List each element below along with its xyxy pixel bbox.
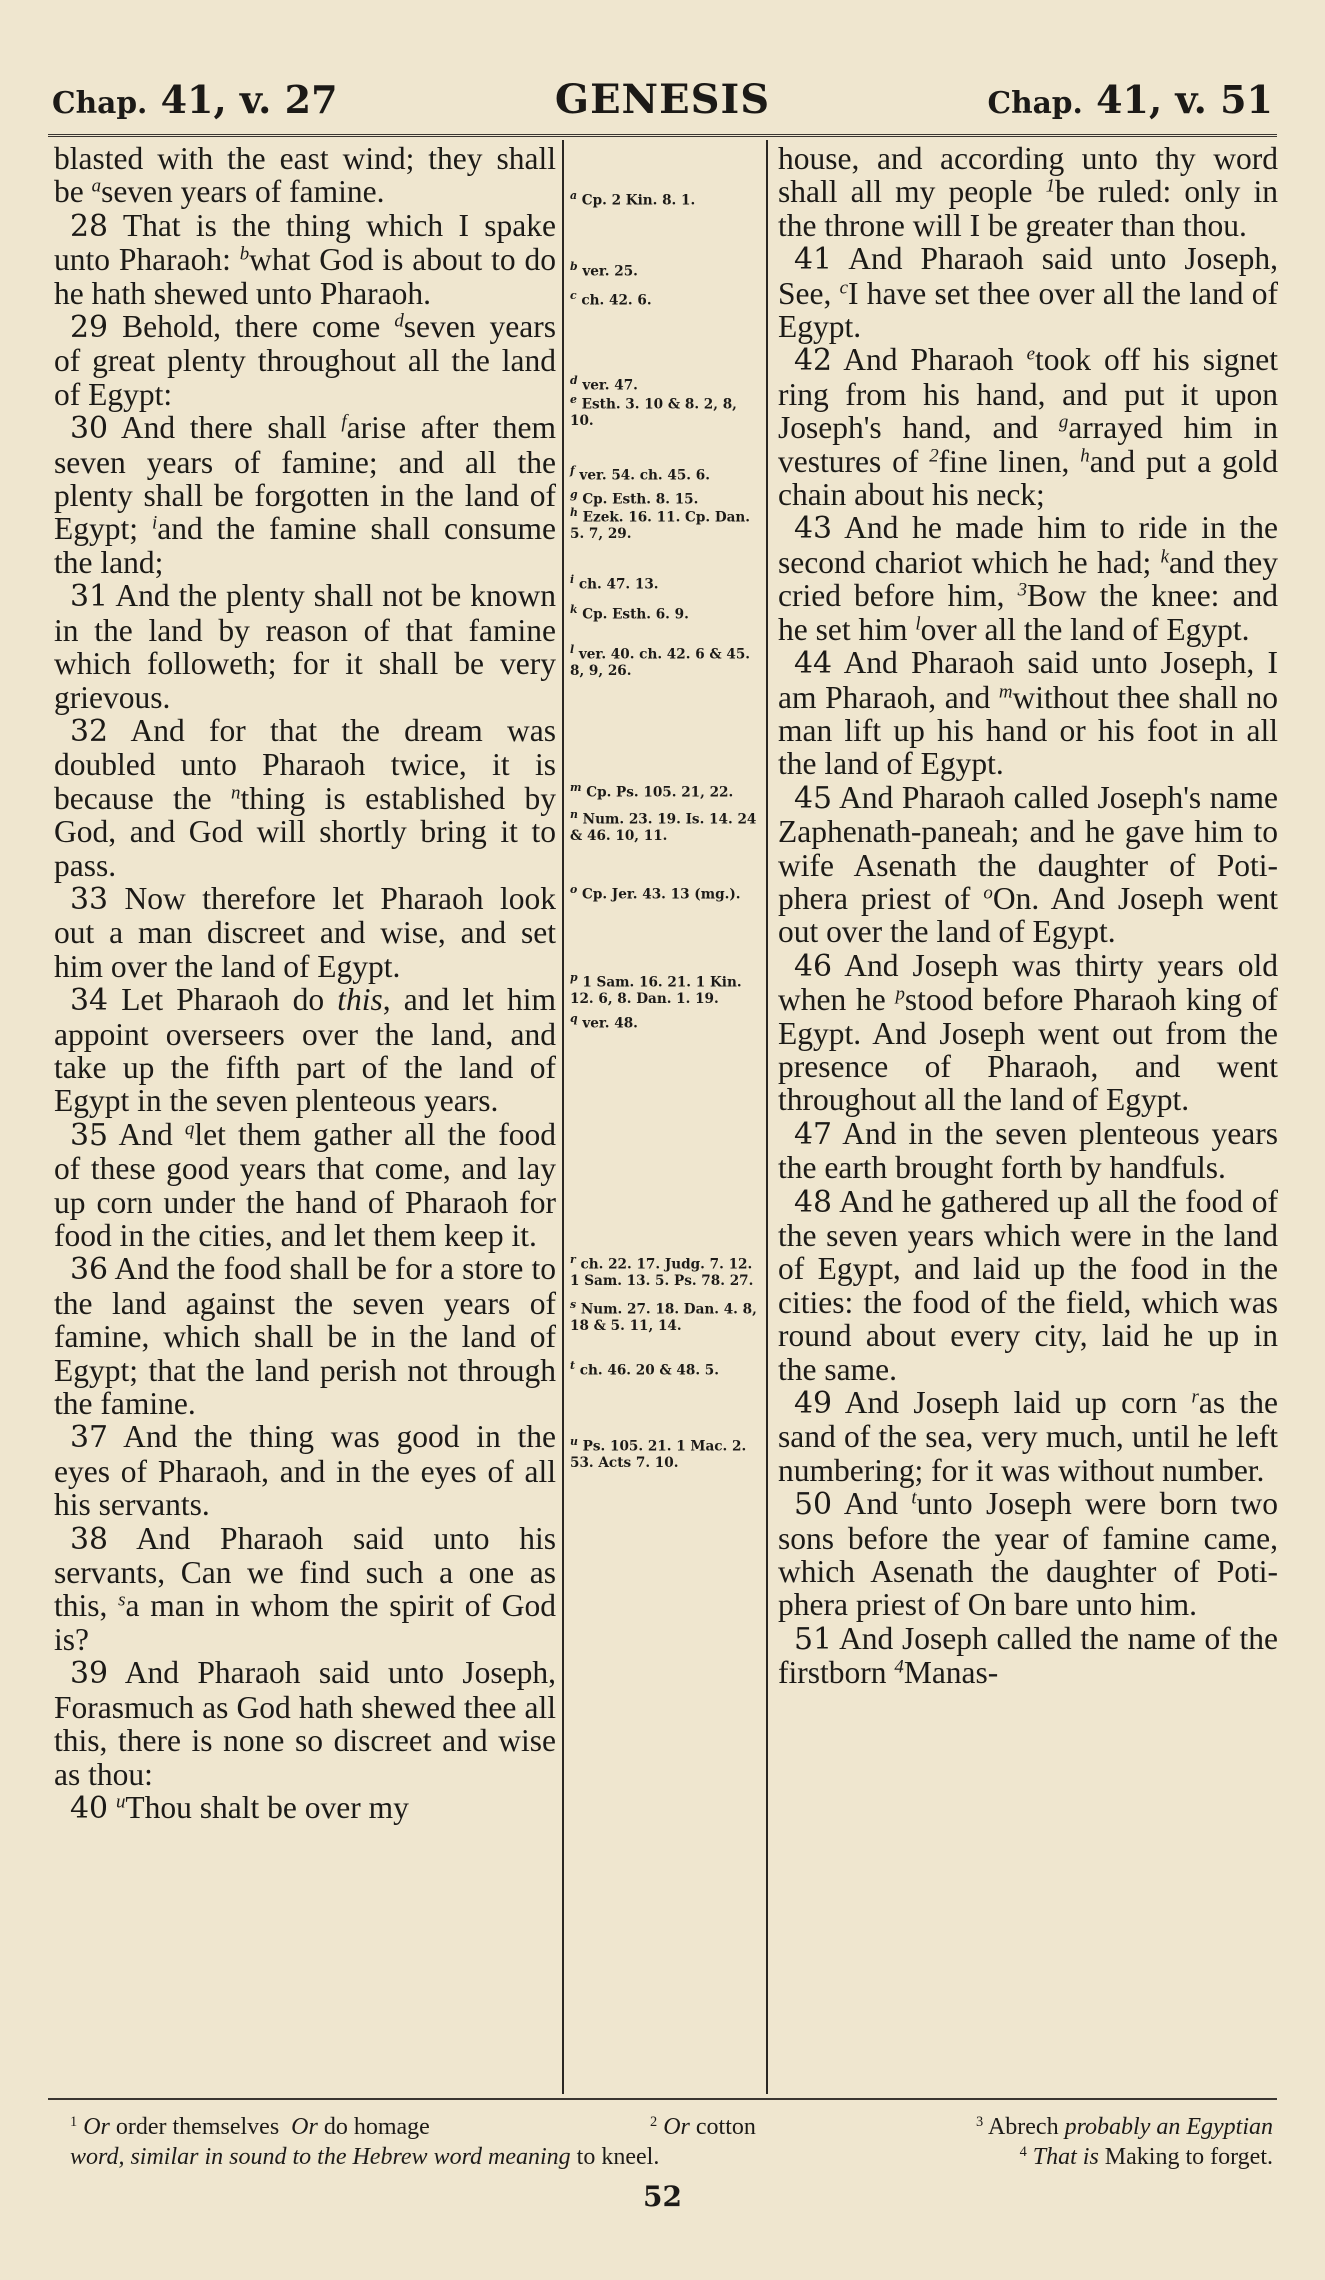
verse-number: 51	[794, 1621, 833, 1657]
cross-reference-text: ver. 48.	[582, 1015, 638, 1032]
footnote-3-continued	[70, 2142, 659, 2172]
cross-reference-r	[570, 1252, 760, 1289]
verse-text: And the food shall be for a store to the land against the seven years of famine, which shall be in the land of Egypt; that the land perish not through the famine.	[54, 1251, 556, 1422]
cross-reference-text: ver. 54. ch. 45. 6.	[579, 467, 710, 484]
header-left-label: Chap.	[52, 85, 148, 120]
cross-reference-text: ch. 22. 17. Judg. 7. 12. 1 Sam. 13. 5. Ps. 78. 27.	[570, 1256, 754, 1289]
verse-text: Behold, there come $^d$seven years of great plenty throughout all the land of Egypt:	[54, 309, 556, 412]
left-text-column	[54, 142, 556, 2092]
verse-number: 48	[794, 1184, 833, 1220]
cross-reference-o	[570, 882, 760, 903]
verse-number: 33	[70, 881, 109, 917]
footnote-3-marker: 3	[976, 2114, 984, 2131]
right-verse-51	[778, 1622, 1278, 1690]
cross-reference-text: 1 Sam. 16. 21. 1 Kin. 12. 6, 8. Dan. 1. 19.	[570, 974, 742, 1007]
footnote-3-text-a: Abrech	[987, 2114, 1059, 2140]
verse-text: $^u$Thou shalt be over my	[115, 1789, 409, 1825]
footnote-1-text-a: order themselves	[115, 2114, 280, 2140]
cross-reference-letter: k	[570, 603, 578, 616]
cross-reference-letter: i	[570, 573, 575, 586]
left-verse-32	[54, 714, 556, 882]
cross-reference-s	[570, 1297, 760, 1334]
left-verse-28	[54, 209, 556, 310]
left-verse-31	[54, 579, 556, 714]
cross-reference-letter: l	[570, 643, 575, 656]
verse-text: And there shall $^f$arise after them seven years of famine; and all the plenty shall be forgotten in the land of Egypt; $^i$and the famine shall consume the land;	[54, 410, 556, 580]
cross-reference-l	[570, 642, 760, 679]
footnote-row-2	[70, 2142, 1273, 2172]
cross-reference-text: Num. 27. 18. Dan. 4. 8, 18 & 5. 11, 14.	[570, 1301, 757, 1334]
footnote-2-marker: 2	[650, 2114, 658, 2131]
verse-number: 39	[70, 1656, 109, 1692]
verse-number: 43	[794, 511, 833, 547]
verse-number: 35	[70, 1117, 109, 1153]
footnote-3-line2-text: to kneel.	[576, 2144, 660, 2170]
left-verse-33	[54, 882, 556, 983]
cross-reference-text: ver. 47.	[582, 377, 638, 394]
cross-reference-letter: e	[570, 393, 577, 406]
verse-text: And Pharaoh said unto Joseph, Forasmuch as God hath shewed thee all this, there is none so discreet and wise as thou:	[54, 1655, 556, 1792]
footnote-3	[976, 2112, 1273, 2142]
cross-reference-text: Esth. 3. 10 & 8. 2, 8, 10.	[570, 396, 737, 429]
left-verse-40	[54, 1791, 556, 1825]
verse-number: 44	[794, 646, 833, 682]
cross-reference-letter: r	[570, 1253, 576, 1266]
cross-reference-letter: t	[570, 1359, 576, 1372]
column-divider-right	[766, 140, 768, 2094]
left-verse-36	[54, 1252, 556, 1420]
footnote-4	[1020, 2142, 1273, 2172]
right-verse-41	[778, 242, 1278, 343]
cross-reference-i	[570, 572, 760, 593]
right-verse-44	[778, 646, 1278, 781]
verse-text: And Pharaoh said unto Joseph, See, $^c$I have set thee over all the land of Egypt.	[778, 241, 1278, 345]
footnote-2-text: cotton	[695, 2114, 756, 2140]
verse-text: And in the seven plenteous years the earth brought forth by handfuls.	[778, 1115, 1278, 1186]
verse-text: And Joseph laid up corn $^r$as the sand of the sea, very much, until he left numbering; for it was without number.	[778, 1385, 1278, 1488]
cross-reference-t	[570, 1358, 760, 1379]
verse-number: 29	[70, 310, 109, 346]
cross-reference-n	[570, 807, 760, 844]
verse-number: 41	[794, 242, 833, 278]
verse-text: And Joseph called the name of the firstborn $^4$Manas-	[778, 1620, 1278, 1691]
cross-reference-text: ch. 42. 6.	[581, 292, 652, 309]
right-verse-50	[778, 1487, 1278, 1622]
footnote-1-text-b: do homage	[323, 2114, 430, 2140]
cross-reference-letter: a	[570, 189, 578, 202]
page-number: 52	[643, 2180, 682, 2213]
cross-reference-text: ver. 25.	[582, 263, 638, 280]
cross-reference-k	[570, 602, 760, 623]
footnotes	[70, 2112, 1273, 2172]
cross-reference-text: Cp. Esth. 6. 9.	[582, 606, 689, 623]
verse-number: 32	[70, 713, 109, 749]
footnote-1-marker: 1	[70, 2114, 78, 2131]
right-verse-47	[778, 1117, 1278, 1185]
verse-text: And Pharaoh said unto Joseph, I am Pharaoh, and $^m$without thee shall no man lift up his hand or his foot in all the land of Egypt.	[778, 645, 1278, 782]
verse-number: 28	[70, 208, 109, 244]
verse-text: And Joseph was thirty years old when he $^p$stood before Pharaoh king of Egypt. And Joseph went out from the presence of Pharaoh, and went throughout all the land of Egypt.	[778, 947, 1278, 1118]
verse-text: And $^t$unto Joseph were born two sons before the year of famine came, which Asenath the daughter of Poti-phera priest of On bare unto him.	[778, 1486, 1278, 1623]
cross-reference-f	[570, 463, 760, 484]
header-right-label: Chap.	[987, 85, 1083, 120]
header-left-ref: 41, v. 27	[160, 77, 338, 122]
footnote-1	[70, 2112, 430, 2142]
running-header	[52, 70, 1273, 130]
right-verse-46	[778, 949, 1278, 1117]
verse-number: 30	[70, 411, 109, 447]
cross-reference-p	[570, 970, 760, 1007]
footnote-1-or-a: Or	[83, 2114, 110, 2140]
left-verse-34	[54, 983, 556, 1118]
cross-reference-column	[566, 142, 760, 2092]
verse-text: And the plenty shall not be known in the land by reason of that famine which followeth; for it shall be very grievous.	[54, 578, 556, 715]
cross-reference-text: Num. 23. 19. Is. 14. 24 & 46. 10, 11.	[570, 811, 757, 844]
verse-number: 49	[794, 1386, 833, 1422]
footnote-1-or-b: Or	[291, 2114, 318, 2140]
left-verse-37	[54, 1420, 556, 1521]
footnote-2	[650, 2112, 756, 2142]
right-verse-45	[778, 781, 1278, 949]
cross-reference-letter: d	[570, 374, 578, 387]
verse-number: 34	[70, 983, 109, 1019]
cross-reference-text: ch. 47. 13.	[578, 576, 659, 593]
right-verse-48	[778, 1185, 1278, 1386]
cross-reference-text: Ezek. 16. 11. Cp. Dan. 5. 7, 29.	[570, 509, 751, 542]
cross-reference-letter: b	[570, 260, 578, 273]
verse-number: 38	[70, 1521, 109, 1557]
footnote-4-marker: 4	[1019, 2144, 1027, 2161]
right-verse-42	[778, 343, 1278, 511]
footnote-3-line2-italic: word, similar in sound to the Hebrew word meaning	[70, 2144, 571, 2170]
cross-reference-q	[570, 1011, 760, 1032]
left-verse-30	[54, 411, 556, 579]
footnote-4-italic: That is	[1032, 2144, 1099, 2170]
cross-reference-text: ver. 40. ch. 42. 6 & 45. 8, 9, 26.	[570, 646, 751, 679]
cross-reference-u	[570, 1434, 760, 1471]
cross-reference-e	[570, 392, 760, 429]
cross-reference-text: ch. 46. 20 & 48. 5.	[579, 1362, 720, 1379]
cross-reference-letter: f	[570, 464, 575, 477]
column-divider-left	[562, 140, 564, 2094]
cross-reference-text: Ps. 105. 21. 1 Mac. 2. 53. Acts 7. 10.	[570, 1438, 747, 1471]
left-verse-35	[54, 1118, 556, 1253]
verse-number: 47	[794, 1116, 833, 1152]
verse-text: That is the thing which I spake unto Pharaoh: $^b$what God is about to do he hath shewed unto Pharaoh.	[54, 207, 556, 311]
cross-reference-text: Cp. Ps. 105. 21, 22.	[586, 784, 734, 801]
verse-number: 31	[70, 579, 109, 615]
cross-reference-letter: q	[570, 1012, 578, 1025]
verse-text: And he gathered up all the food of the seven years which were in the land of Egypt, and laid up the food in the cities: the food of the field, which was round about every city, laid he up in the same.	[778, 1183, 1278, 1387]
left-verse-29	[54, 310, 556, 411]
header-right-chapter	[987, 70, 1273, 133]
left-verse-38	[54, 1522, 556, 1657]
left-verse-continued	[54, 142, 556, 209]
cross-reference-letter: m	[570, 781, 582, 794]
cross-reference-letter: h	[570, 506, 578, 519]
header-rule	[48, 134, 1277, 137]
cross-reference-letter: o	[570, 883, 578, 896]
verse-number: 40	[70, 1790, 109, 1826]
right-verse-43	[778, 511, 1278, 646]
cross-reference-letter: s	[570, 1298, 577, 1311]
verse-text: And for that the dream was doubled unto Pharaoh twice, it is because the $^n$thing is established by God, and God will shortly bring it to pass.	[54, 712, 556, 883]
cross-reference-letter: p	[570, 971, 578, 984]
verse-number: 36	[70, 1252, 109, 1288]
verse-text: And Pharaoh called Joseph's name Zaphenath-paneah; and he gave him to wife Asenath the daughter of Poti-phera priest of $^o$On. And Joseph went out over the land of Egypt.	[778, 779, 1278, 950]
verse-text: Now therefore let Pharaoh look out a man discreet and wise, and set him over the land of Egypt.	[54, 880, 556, 984]
footnote-row-1	[70, 2112, 1273, 2142]
verse-text: Let Pharaoh do this, and let him appoint overseers over the land, and take up the fifth part of the land of Egypt in the seven plenteous years.	[54, 982, 556, 1119]
right-text-column	[778, 142, 1278, 2092]
cross-reference-text: Cp. Jer. 43. 13 (mg.).	[582, 886, 741, 903]
footnote-3-text-b: probably an Egyptian	[1064, 2114, 1273, 2140]
right-verse-continued	[778, 142, 1278, 242]
cross-reference-letter: n	[570, 808, 578, 821]
verse-number: 46	[794, 948, 833, 984]
verse-number: 42	[794, 343, 833, 379]
cross-reference-a	[570, 188, 760, 209]
verse-text: house, and according unto thy word shall all my people $^1$be ruled: only in the throne will I be greater than thou.	[778, 142, 1278, 243]
verse-number: 50	[794, 1487, 833, 1523]
verse-text: And he made him to ride in the second chariot which he had; $^k$and they cried before him, $^3$Bow the knee: and he set him $^l$over all the land of Egypt.	[778, 510, 1278, 647]
verse-text: And Pharaoh said unto his servants, Can we find such a one as this, $^s$a man in whom the spirit of God is?	[54, 1520, 556, 1657]
cross-reference-text: Cp. Esth. 8. 15.	[582, 491, 699, 508]
right-verse-49	[778, 1386, 1278, 1487]
footnote-4-text: Making to forget.	[1104, 2144, 1273, 2170]
cross-reference-c	[570, 288, 760, 309]
cross-reference-letter: u	[570, 1435, 578, 1448]
verse-number: 45	[794, 780, 833, 816]
cross-reference-b	[570, 259, 760, 280]
verse-number: 37	[70, 1420, 109, 1456]
cross-reference-d	[570, 373, 760, 394]
verse-text: blasted with the east wind; they shall be $^a$seven years of famine.	[54, 142, 556, 210]
cross-reference-letter: g	[570, 488, 578, 501]
cross-reference-m	[570, 780, 760, 801]
cross-reference-h	[570, 505, 760, 542]
cross-reference-letter: c	[570, 289, 577, 302]
cross-reference-text: Cp. 2 Kin. 8. 1.	[581, 192, 696, 209]
header-right-ref: 41, v. 51	[1096, 77, 1273, 122]
footnote-2-or: Or	[663, 2114, 690, 2140]
verse-text: And the thing was good in the eyes of Pharaoh, and in the eyes of all his servants.	[54, 1419, 556, 1523]
verse-text: And $^q$let them gather all the food of these good years that come, and lay up corn under the hand of Pharaoh for food in the cities, and let them keep it.	[54, 1116, 556, 1253]
verse-text: And Pharaoh $^e$took off his signet ring from his hand, and put it upon Joseph's hand, and $^g$arrayed him in vestures of $^2$fine linen, $^h$and put a gold chain about his neck;	[778, 342, 1278, 513]
footnote-rule	[48, 2098, 1277, 2100]
book-title: GENESIS	[554, 76, 771, 123]
left-verse-39	[54, 1656, 556, 1791]
